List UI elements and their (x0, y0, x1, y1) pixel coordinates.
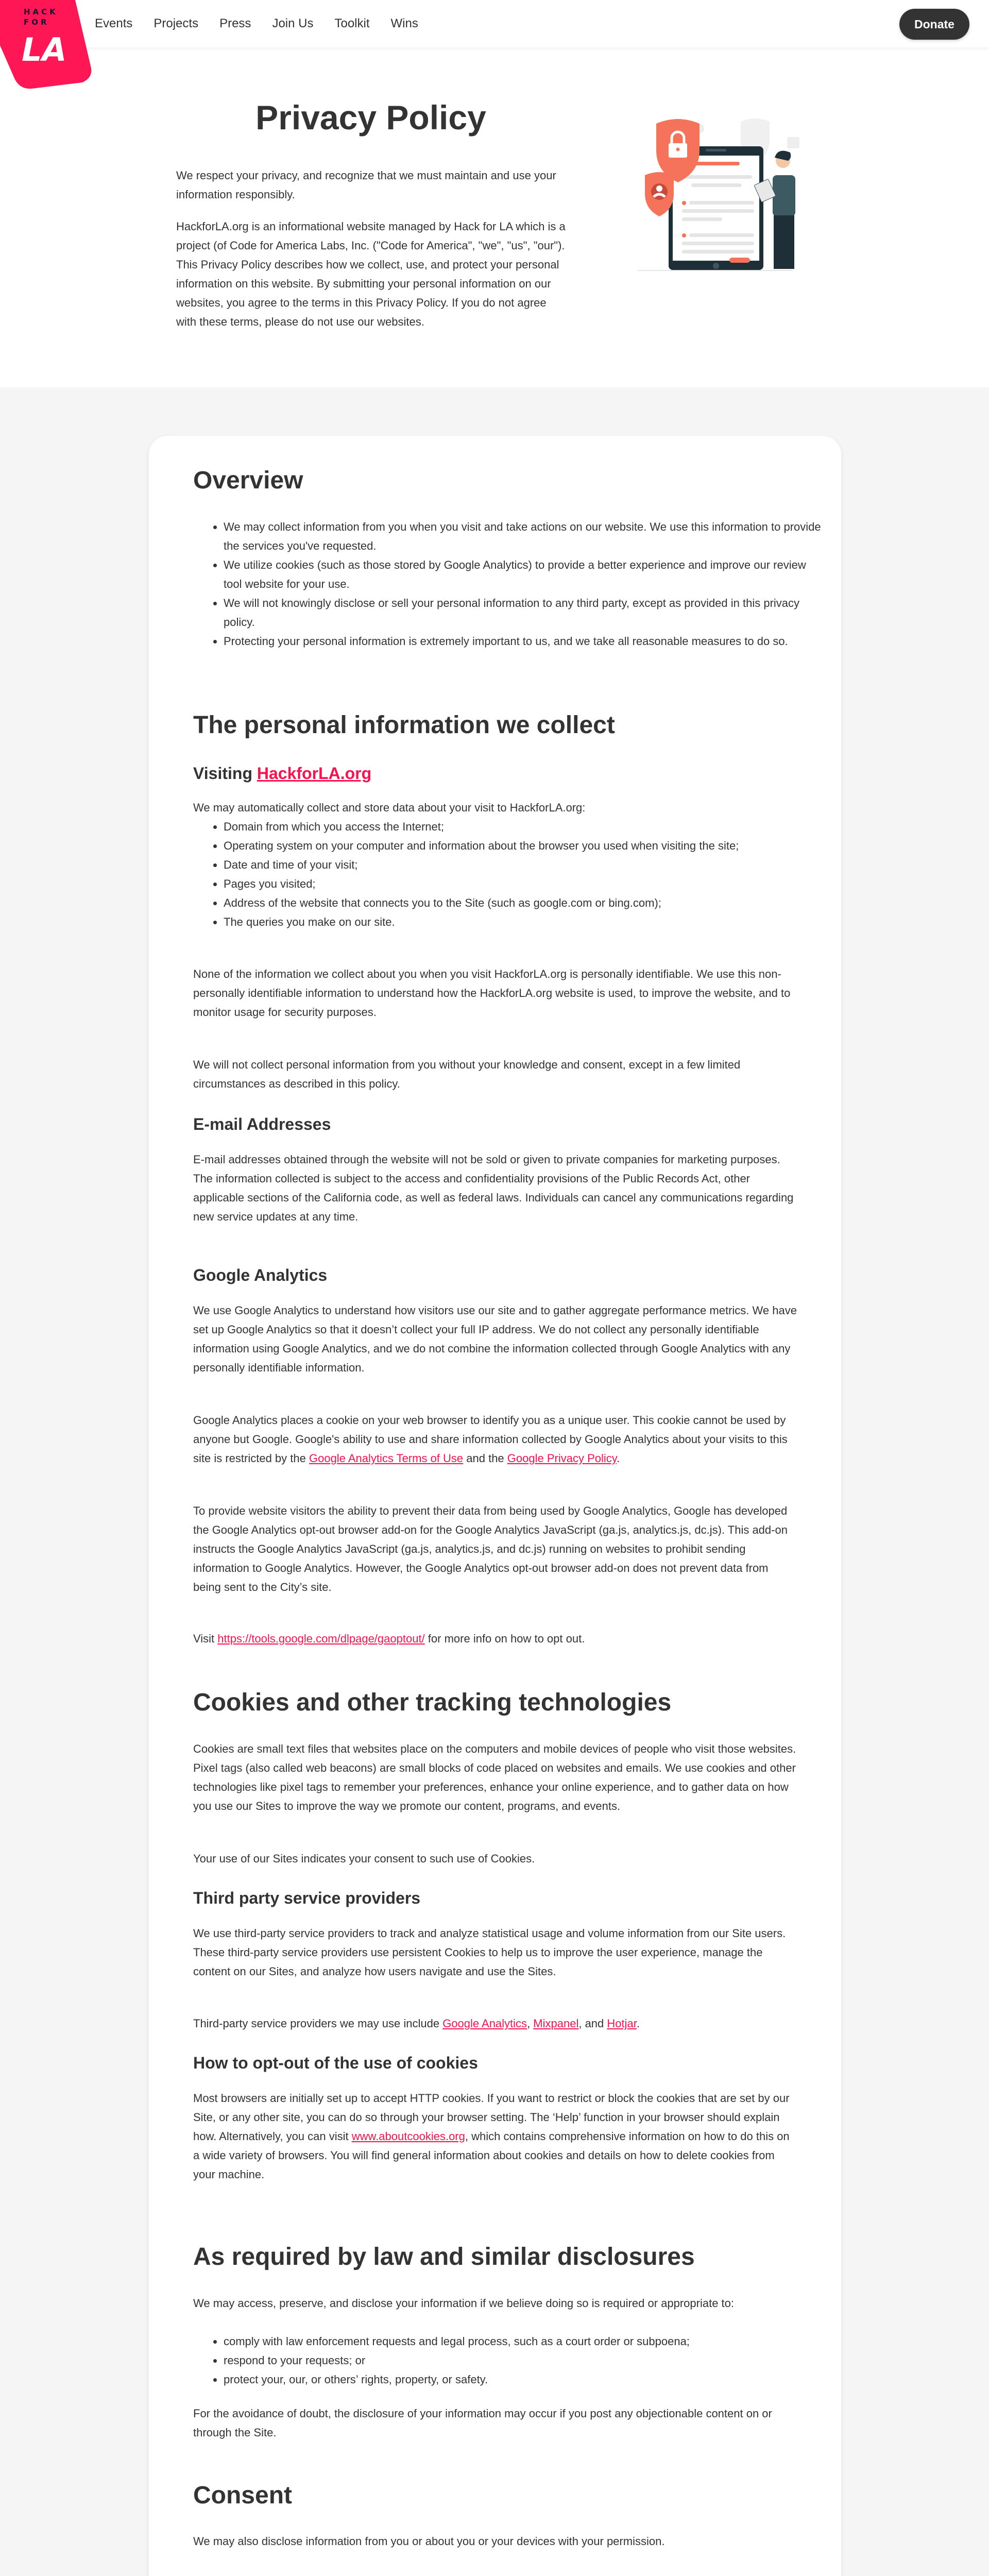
collect-item: • Operating system on your computer and information about the browser you used when visiting the site; (224, 836, 827, 855)
google-privacy-link[interactable]: Google Privacy Policy (507, 1452, 617, 1465)
hotjar-link[interactable]: Hotjar (607, 2017, 637, 2030)
collect-item: • The queries you make on our site. (224, 912, 827, 931)
law-item: • respond to your requests; or (224, 2351, 827, 2370)
ga-heading: Google Analytics (193, 1266, 328, 1284)
overview-item: • We utilize cookies (such as those stored by Google Analytics) to provide a better experience and improve our review tool website for your use. (224, 555, 827, 594)
nav-wins[interactable]: Wins (390, 16, 418, 30)
cookies-heading: Cookies and other tracking technologies (193, 1689, 672, 1716)
law-intro: We may access, preserve, and disclose your information if we believe doing so is required or appropriate to: (193, 2297, 735, 2310)
ga-p2-text: . (617, 1452, 620, 1465)
visiting-prefix: Visiting (193, 764, 257, 783)
nav-projects[interactable]: Projects (154, 16, 199, 30)
hack-for-la-logo[interactable] (0, 0, 93, 90)
site-header (0, 0, 989, 47)
ga-p2-text: and the (463, 1452, 507, 1465)
visiting-heading (193, 763, 797, 784)
svg-text:LA: LA (22, 31, 67, 69)
ga-paragraph-3: To provide website visitors the ability to prevent their data from being used by Google Analytics, Google has developed the Google Analytics opt-out browser add-on for the Google Analytics JavaScript (ga.js, analytics.js, dc.js). This add-on instructs the Google Analytics JavaScript (ga.js, analytics.js, and dc.js) running on websites to prohibit sending information to Google Analytics. However, the Google Analytics opt-out browser add-on does not prevent data from being sent to the City’s site. (193, 1504, 788, 1594)
ga-optout-link[interactable]: https://tools.google.com/dlpage/gaoptout/ (217, 1632, 425, 1645)
hero-section (0, 47, 989, 387)
overview-heading: Overview (193, 467, 303, 494)
cookies-paragraph-1: Cookies are small text files that websites place on the computers and mobile devices of people who visit those websites. Pixel tags (also called web beacons) are small blocks of code placed on websites and emails. We use cookies and other technologies like pixel tags to remember your preferences, enhance your online experience, and to gather data on how you use our Sites to improve the way we promote our content, programs, and events. (193, 1742, 796, 1812)
ga-terms-link[interactable]: Google Analytics Terms of Use (309, 1452, 464, 1465)
collect-item: • Date and time of your visit; (224, 855, 827, 874)
main-nav (95, 0, 418, 47)
aboutcookies-link[interactable]: www.aboutcookies.org (351, 2130, 465, 2143)
collect-paragraph-1: None of the information we collect about you when you visit HackforLA.org is personally identifiable. We use this non-personally identifiable information to understand how the HackforLA.org website is used, to improve the website, and to monitor usage for security purposes. (193, 968, 791, 1019)
ga-paragraph-4 (193, 1629, 797, 1648)
collect-item: • Address of the website that connects you to the Site (such as google.com or bing.com); (224, 893, 827, 912)
email-heading: E-mail Addresses (193, 1115, 331, 1133)
third-party-paragraph: We use third-party service providers to track and analyze statistical usage and volume information from our Site users. These third-party service providers use persistent Cookies to help us to improve the user experience, manage the content on our Sites, and analyze how users navigate and use the Sites. (193, 1927, 786, 1978)
third-party-text: Third-party service providers we may use include (193, 2017, 443, 2030)
law-item: • protect your, our, or others’ rights, property, or safety. (224, 2370, 827, 2389)
ga-p4-text: for more info on how to opt out. (424, 1632, 585, 1645)
law-list (193, 2332, 827, 2389)
ga-p2-text: Google Analytics places a cookie on your web browser to identify you as a unique user. This cookie cannot be used by anyone but Google. Google's ability to use and share information collected by Google Analytics about your visits to this site is restricted by the (193, 1414, 788, 1465)
nav-join-us[interactable]: Join Us (272, 16, 314, 30)
hero-description: HackforLA.org is an informational website managed by Hack for LA which is a project (of Code for America Labs, Inc. ("Code for America", "we", "us", "our"). This Privacy Policy describes how we collect, use, and protect your personal information on this website. By submitting your personal information on our websites, you agree to the terms in this Privacy Policy. If you do not agree with these terms, please do not use our websites. (176, 220, 566, 328)
ga-paragraph-1: We use Google Analytics to understand how visitors use our site and to gather aggregate performance metrics. We have set up Google Analytics so that it doesn’t collect your full IP address. We do not collect any personally identifiable information using Google Analytics, and we do not combine the information collected through Google Analytics with any personally identifiable information. (193, 1304, 797, 1374)
consent-paragraph: We may also disclose information from you or about you or your devices with your permission. (193, 2535, 665, 2548)
cookies-paragraph-2: Your use of our Sites indicates your consent to such use of Cookies. (193, 1852, 535, 1865)
nav-events[interactable]: Events (95, 16, 133, 30)
mixpanel-link[interactable]: Mixpanel (533, 2017, 579, 2030)
collect-paragraph-2: We will not collect personal information from you without your knowledge and consent, except in a few limited circumstances as described in this policy. (193, 1058, 741, 1090)
google-analytics-link[interactable]: Google Analytics (442, 2017, 527, 2030)
third-party-text: , and (578, 2017, 607, 2030)
hackforla-link[interactable]: HackforLA.org (257, 764, 372, 783)
ga-paragraph-2 (193, 1411, 797, 1468)
optout-text: , which contains comprehensive information on how to do this on a wide variety of browsers. You will find general information about cookies and details on how to delete cookies from your machine. (193, 2130, 790, 2181)
third-party-text: , (527, 2017, 534, 2030)
nav-press[interactable]: Press (219, 16, 251, 30)
email-paragraph: E-mail addresses obtained through the website will not be sold or given to private companies for marketing purposes. The information collected is subject to the access and confidentiality provisions of the Public Records Act, other applicable sections of the California code, as well as federal laws. Individuals can cancel any communications regarding new service updates at any time. (193, 1153, 794, 1223)
collect-item: • Domain from which you access the Internet; (224, 817, 827, 836)
law-heading: As required by law and similar disclosures (193, 2243, 695, 2270)
collect-item: • Pages you visited; (224, 874, 827, 893)
third-party-heading: Third party service providers (193, 1889, 421, 1907)
collect-list (193, 817, 827, 931)
overview-item: • We will not knowingly disclose or sell your personal information to any third party, except as provided in this privacy policy. (224, 594, 827, 632)
header-donate-button[interactable]: Donate (899, 9, 969, 40)
policy-card (149, 436, 841, 2576)
law-paragraph: For the avoidance of doubt, the disclosure of your information may occur if you post any objectionable content on or through the Site. (193, 2407, 772, 2439)
optout-text: Most browsers are initially set up to accept HTTP cookies. If you want to restrict or block the cookies that are set by our Site, or any other site, you can do so through your browser setting. The ‘Help’ function in your browser should explain how. Alternatively, you can visit (193, 2092, 790, 2143)
overview-list (193, 517, 827, 651)
ga-p4-text: Visit (193, 1632, 218, 1645)
collect-intro: We may automatically collect and store data about your visit to HackforLA.org: (193, 801, 586, 814)
overview-item: • Protecting your personal information is extremely important to us, and we take all reasonable measures to do so. (224, 632, 827, 651)
collect-heading: The personal information we collect (193, 711, 615, 739)
third-party-list (193, 2014, 797, 2033)
consent-heading: Consent (193, 2482, 292, 2509)
logo-mark (0, 0, 93, 90)
hero-intro: We respect your privacy, and recognize that we must maintain and use your information responsibly. (176, 169, 556, 201)
overview-item: • We may collect information from you when you visit and take actions on our website. We use this information to provide the services you've requested. (224, 517, 827, 555)
page-title: Privacy Policy (255, 98, 486, 137)
law-item: • comply with law enforcement requests and legal process, such as a court order or subpoena; (224, 2332, 827, 2351)
third-party-text: . (636, 2017, 640, 2030)
optout-paragraph (193, 2089, 797, 2184)
optout-heading: How to opt-out of the use of cookies (193, 2054, 478, 2072)
nav-toolkit[interactable]: Toolkit (334, 16, 370, 30)
svg-text:HACK: HACK (24, 7, 58, 16)
svg-text:FOR: FOR (24, 18, 49, 27)
privacy-illustration (638, 106, 806, 276)
